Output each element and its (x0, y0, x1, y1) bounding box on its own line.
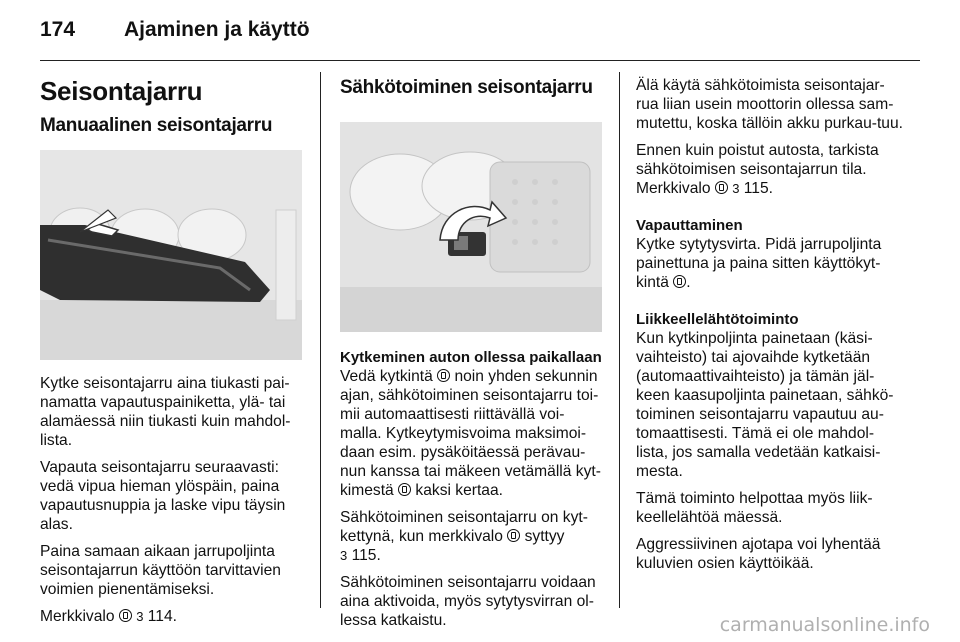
column-divider-2 (619, 72, 620, 608)
page-header (40, 18, 310, 42)
paragraph: Sähkötoiminen seisontajarru voidaan aina aktivoida, myös sytytysvirran ol-lessa katkaistu. (340, 574, 596, 629)
paragraph-heading: Kytkeminen auton ollessa paikallaan (340, 349, 602, 366)
paragraph: Tämä toiminto helpottaa myös liik-keellelähtöä mäessä. (636, 490, 873, 526)
paragraph-text: Ennen kuin poistut autosta, tarkista sähkötoimisen seisontajarrun tila. Merkkivalo (636, 142, 879, 197)
parking-brake-switch-icon (340, 122, 602, 332)
paragraph-heading: Vapauttaminen (636, 217, 743, 234)
page-ref-arrow: 3 (340, 548, 348, 563)
page-number: 174 (40, 18, 76, 41)
paragraph-text: Sähkötoiminen seisontajarru on kyt-kettynä, kun merkkivalo (340, 509, 588, 545)
watermark: carmanualsonline.info (719, 614, 930, 636)
paragraph-text: Vedä kytkintä (340, 368, 433, 385)
parking-brake-icon (437, 369, 450, 382)
page-ref: 115. (351, 547, 381, 564)
paragraph: Vapauta seisontajarru seuraavasti: vedä vipua hieman ylöspäin, paina vapautusnuppia ja laske vipu täysin alas. (40, 459, 286, 533)
right-column (636, 76, 904, 581)
paragraph (636, 141, 904, 198)
handbrake-lever-icon (40, 150, 302, 360)
paragraph-text: noin yhden sekunnin ajan, sähkötoiminen seisontajarru toi-mii automaattisesti riittävällä voi-malla. Kytkeytymisvoima maksimoi-daan esim. pysäköitäessä perävau-nun kanssa tai mäkeen vetämällä kyt-kimestä (340, 368, 601, 499)
left-column (40, 76, 304, 634)
paragraph (636, 235, 904, 292)
paragraph (340, 508, 604, 565)
subsection-heading: Manuaalinen seisontajarru (40, 115, 273, 136)
middle-column (340, 76, 604, 638)
parking-brake-icon (673, 275, 686, 288)
paragraph-text: syttyy (524, 528, 565, 545)
paragraph: Kytke seisontajarru aina tiukasti pai-namatta vapautuspainiketta, ylä- tai alamäessä niin tiukasti kuin mahdol-lista. (40, 375, 291, 449)
chapter-title: Ajaminen ja käyttö (124, 18, 310, 41)
paragraph (340, 367, 604, 500)
subsection-heading: Sähkötoiminen seisontajarru (340, 77, 593, 98)
header-rule (40, 60, 920, 61)
paragraph-heading: Liikkeellelähtötoiminto (636, 311, 799, 328)
page-ref: 115. (743, 180, 773, 197)
paragraph: Paina samaan aikaan jarrupoljinta seisontajarrun käyttöön tarvittavien voimien pienentämiseksi. (40, 543, 281, 598)
page-ref-arrow: 3 (732, 181, 740, 196)
parking-brake-icon (398, 483, 411, 496)
handbrake-lever-photo (40, 150, 302, 360)
paragraph: Älä käytä sähkötoimista seisontajar-rua liian usein moottorin ollessa sam-mutettu, koska tällöin akku purkau-tuu. (636, 77, 903, 132)
paragraph (40, 607, 304, 626)
electric-parking-brake-photo (340, 122, 602, 332)
parking-brake-icon (507, 529, 520, 542)
paragraph-text: Merkkivalo (40, 608, 115, 625)
page-ref: 114. (147, 608, 177, 625)
parking-brake-icon (715, 181, 728, 194)
page-ref-arrow: 3 (136, 609, 144, 624)
paragraph-text: Kytke sytytysvirta. Pidä jarrupoljinta painettuna ja paina sitten käyttökyt-kintä (636, 236, 882, 291)
section-heading: Seisontajarru (40, 76, 203, 106)
column-divider-1 (320, 72, 321, 608)
paragraph: Kun kytkinpoljinta painetaan (käsi-vaihteisto) tai ajovaihde kytketään (automaattivaihteisto) ja tämän jäl-keen kaasupoljinta painetaan, sähkö-toiminen seisontajarru vapautuu au-tomaattisesti. Tämä ei ole mahdol-lista, jos samalla vedetään katkaisi-mesta. (636, 330, 894, 480)
paragraph: Aggressiivinen ajotapa voi lyhentää kuluvien osien käyttöikää. (636, 536, 881, 572)
brake-warning-icon (119, 609, 132, 622)
paragraph-text: kaksi kertaa. (415, 482, 503, 499)
paragraph-text: . (686, 274, 691, 291)
